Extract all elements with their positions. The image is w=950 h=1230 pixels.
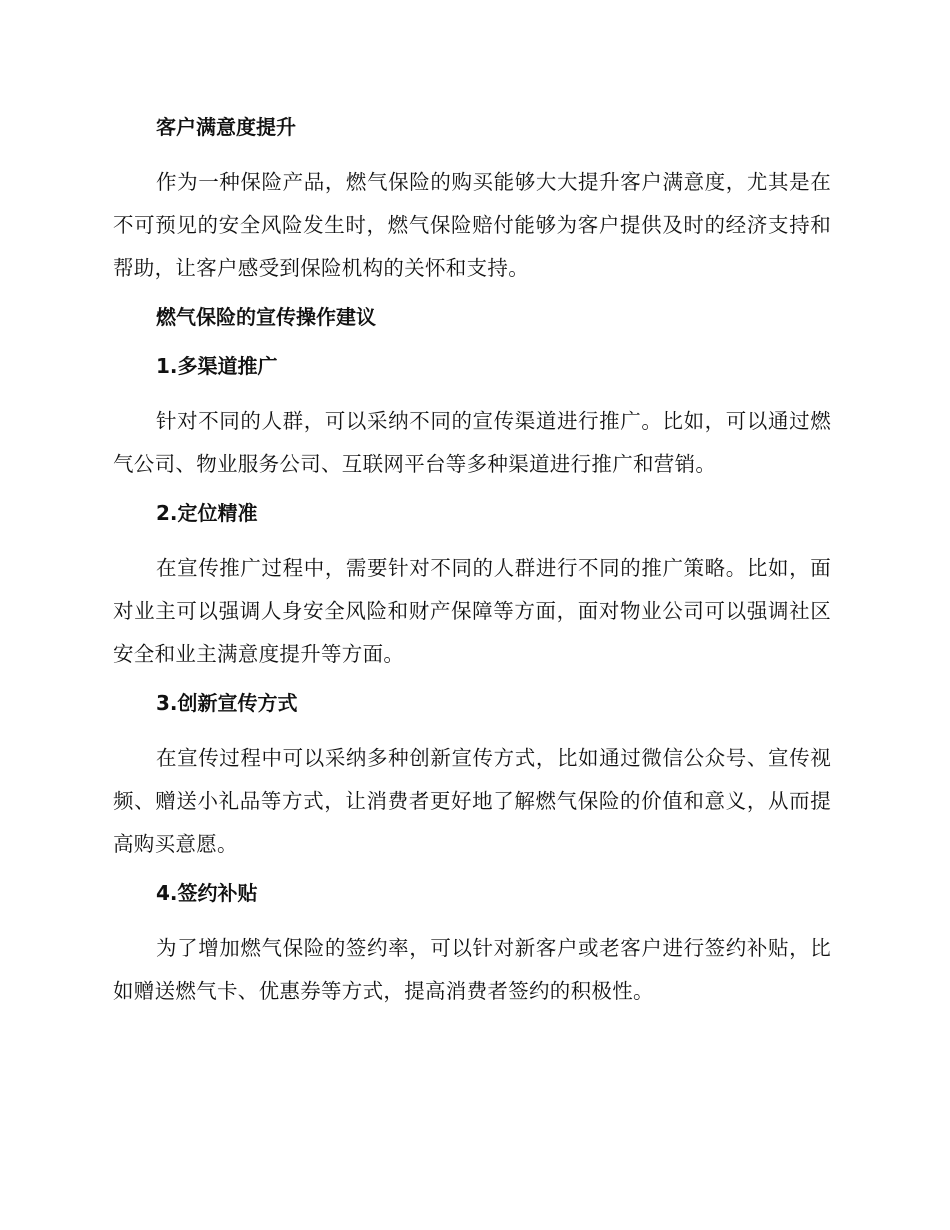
section-heading-satisfaction: 客户满意度提升 (156, 115, 296, 139)
section-heading-promotion-advice: 燃气保险的宣传操作建议 (156, 305, 376, 329)
document-body (113, 112, 831, 1013)
section-paragraph-satisfaction: 作为一种保险产品，燃气保险的购买能够大大提升客户满意度，尤其是在不可预见的安全风险发生时，燃气保险赔付能够为客户提供及时的经济支持和帮助，让客户感受到保险机构的关怀和支持。 (113, 170, 831, 280)
section-paragraph-precise-targeting: 在宣传推广过程中，需要针对不同的人群进行不同的推广策略。比如，面对业主可以强调人身安全风险和财产保障等方面，面对物业公司可以强调社区安全和业主满意度提升等方面。 (113, 556, 831, 666)
section-heading-signing-subsidy: 4.签约补贴 (156, 881, 258, 905)
section-heading-innovative-promotion: 3.创新宣传方式 (156, 691, 298, 715)
section-heading-precise-targeting: 2.定位精准 (156, 501, 258, 525)
section-paragraph-multichannel: 针对不同的人群，可以采纳不同的宣传渠道进行推广。比如，可以通过燃气公司、物业服务公司、互联网平台等多种渠道进行推广和营销。 (113, 409, 831, 476)
section-paragraph-innovative-promotion: 在宣传过程中可以采纳多种创新宣传方式，比如通过微信公众号、宣传视频、赠送小礼品等方式，让消费者更好地了解燃气保险的价值和意义，从而提高购买意愿。 (113, 746, 831, 856)
section-heading-multichannel: 1.多渠道推广 (156, 354, 278, 378)
section-paragraph-signing-subsidy: 为了增加燃气保险的签约率，可以针对新客户或老客户进行签约补贴，比如赠送燃气卡、优惠券等方式，提高消费者签约的积极性。 (113, 936, 831, 1003)
